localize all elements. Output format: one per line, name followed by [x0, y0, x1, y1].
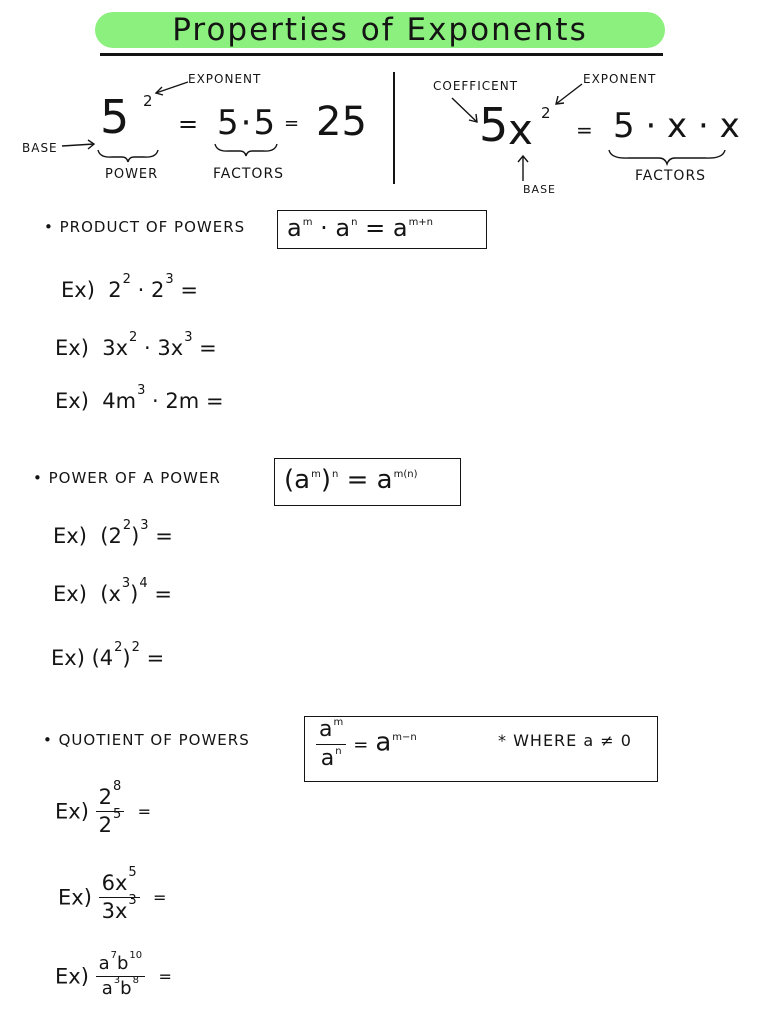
rule-quotient-note: * WHERE a ≠ 0 — [498, 731, 632, 750]
quotient-example-2: Ex) $\frac{6x^5}{3x^3}$ = — [58, 865, 167, 924]
factors-label-right: FACTORS — [635, 168, 707, 184]
intro-factors-expr-right: 5 · x · x — [613, 106, 740, 146]
coefficient-label: COEFFICENT — [433, 79, 519, 93]
product-example-1: Ex) $2^2 \cdot 2^3$ = — [61, 272, 198, 302]
intro-equals-2: = — [284, 113, 300, 134]
power-label: POWER — [105, 167, 159, 182]
section-label-product: • PRODUCT OF POWERS — [44, 218, 246, 236]
intro-base: 5 — [100, 90, 130, 144]
intro-equals-right: = — [576, 118, 593, 142]
intro-variable: x — [508, 105, 533, 154]
divider — [393, 72, 395, 184]
page-title: Properties of Exponents — [172, 12, 588, 48]
arrow-icon — [450, 96, 482, 128]
product-example-3: Ex) $4m^3 \cdot 2m$ = — [55, 383, 224, 413]
intro-factors-expr: 5·5 — [217, 103, 278, 143]
exponent-label-right: EXPONENT — [583, 72, 657, 86]
quotient-example-1: Ex) $\frac{2^8}{2^5}$ = — [55, 779, 151, 838]
arrow-icon — [150, 78, 190, 98]
power-example-2: Ex) $(x^3)^4$ = — [53, 576, 172, 606]
base-label-left: BASE — [22, 141, 58, 155]
arrow-icon — [550, 82, 584, 108]
arrow-icon — [516, 153, 530, 183]
intro-coefficient: 5 — [479, 98, 509, 152]
arrow-icon — [60, 136, 100, 156]
intro-exponent: 2 — [143, 92, 153, 110]
power-example-1: Ex) $(2^2)^3$ = — [53, 518, 173, 548]
intro-result: 25 — [316, 99, 367, 145]
rule-product: $a^m \cdot a^n = a^{m+n}$ — [287, 214, 434, 242]
factors-label-left: FACTORS — [213, 166, 285, 182]
intro-exponent-right: 2 — [541, 104, 551, 122]
intro-equals: = — [178, 110, 199, 138]
base-label-right: BASE — [523, 183, 557, 196]
rule-power: $(a^m)^n = a^{m(n)}$ — [284, 465, 418, 495]
title-underline — [100, 53, 663, 56]
rule-quotient: $\frac{a^m}{a^n}$ = $a^{m-n}$ — [316, 718, 417, 771]
section-label-quotient: • QUOTIENT OF POWERS — [43, 731, 250, 749]
quotient-example-3: Ex) $\frac{a^7b^{10}}{a^3b^8}$ = — [55, 950, 172, 999]
brace-icon — [607, 148, 727, 166]
brace-icon — [96, 148, 160, 164]
exponent-label-left: EXPONENT — [188, 72, 262, 86]
product-example-2: Ex) $3x^2 \cdot 3x^3$ = — [55, 330, 217, 360]
power-example-3: Ex) $(4^2)^2$ = — [51, 640, 165, 670]
section-label-power: • POWER OF A POWER — [33, 469, 221, 487]
brace-icon — [213, 142, 279, 158]
